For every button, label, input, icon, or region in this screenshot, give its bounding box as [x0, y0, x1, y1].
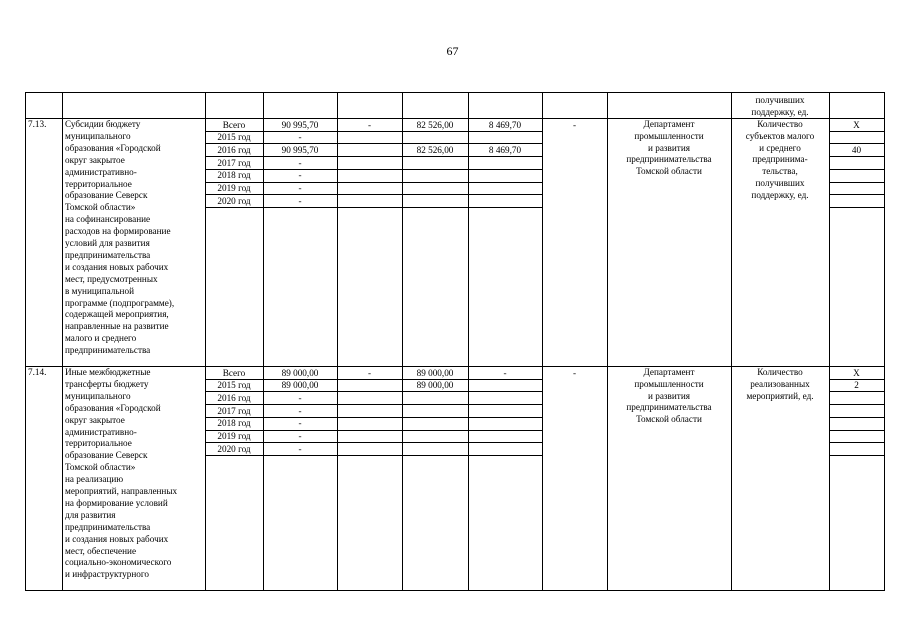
executor-text: предпринимательства [626, 154, 712, 165]
row-description-line: на софинансирование [65, 214, 151, 225]
executor-text: и развития [648, 390, 690, 401]
local-amount: - [503, 367, 507, 378]
row-description-line: условий для развития [65, 238, 150, 248]
row-description-line: мест, предусмотренных [65, 273, 158, 284]
total-amount: - [298, 157, 302, 168]
executor-text: Томской области [636, 414, 702, 425]
value-row-border [829, 194, 884, 195]
row-description-line: на формирование условий [65, 497, 168, 508]
row-description-line: округ закрытое [65, 154, 125, 165]
indicator-text: и среднего [759, 142, 801, 153]
period-label: 2020 год [217, 443, 251, 454]
row-description-line: административно- [65, 166, 137, 177]
value-row-border [829, 442, 884, 443]
total-amount: 90 995,70 [281, 119, 319, 130]
table-top-border [25, 92, 884, 93]
column-border [62, 92, 63, 591]
indicator-value: 40 [851, 144, 862, 155]
row-number: 7.13. [28, 119, 47, 129]
row-description-line: образования «Городской [65, 142, 161, 153]
value-row-border [829, 404, 884, 405]
row-description-line: Томской области» [65, 462, 136, 473]
total-amount: - [298, 195, 302, 206]
row-description-line: программе (подпрограмме), [65, 297, 175, 308]
total-amount: - [298, 392, 302, 403]
period-label: 2018 год [217, 170, 251, 181]
total-amount: - [298, 170, 302, 181]
total-amount: - [298, 431, 302, 441]
column-border [402, 92, 403, 591]
row-number: 7.14. [28, 367, 47, 377]
column-border [542, 92, 543, 591]
indicator-text: тельства, [762, 166, 798, 177]
local-amount: 8 469,70 [488, 119, 522, 130]
value-row-border [829, 455, 884, 456]
row-description-line: округ закрытое [65, 414, 125, 425]
executor-text: промышленности [634, 130, 704, 141]
row-description-line: административно- [65, 426, 137, 437]
other-amount: - [572, 367, 577, 378]
row-description-line: малого и среднего [65, 333, 137, 344]
regional-amount: 89 000,00 [416, 380, 454, 391]
row-description-line: социально-экономического [65, 557, 172, 568]
row-description-line: и инфраструктурного [65, 569, 150, 580]
indicator-text: субъектов малого [745, 130, 815, 141]
executor-text: предпринимательства [626, 402, 712, 413]
regional-amount: 82 526,00 [416, 144, 454, 155]
row-description-line: территориальное [65, 438, 132, 449]
period-label: 2016 год [217, 392, 251, 403]
indicator-text: поддержку, ед. [751, 189, 809, 200]
period-label: 2019 год [217, 183, 251, 193]
period-label: 2015 год [217, 380, 251, 391]
row-description-line: для развития [65, 509, 116, 520]
indicator-text: Количество [757, 119, 803, 129]
column-border [884, 92, 885, 591]
row-description-line: территориальное [65, 178, 132, 189]
value-row-border [829, 417, 884, 418]
row-description-line: образования «Городской [65, 402, 161, 413]
executor-text: Томской области [636, 166, 702, 177]
column-border [25, 92, 26, 591]
indicator-value: 2 [854, 380, 859, 391]
period-label: 2016 год [217, 144, 251, 155]
column-border [468, 92, 469, 591]
row-description-line: Иные межбюджетные [65, 367, 151, 377]
row-description-line: Субсидии бюджету [65, 119, 141, 129]
period-label: Всего [222, 367, 246, 378]
regional-amount: 89 000,00 [416, 367, 454, 378]
executor-text: Департамент [643, 119, 695, 129]
row-description-line: и создания новых рабочих [65, 533, 169, 544]
row-description-line: Томской области» [65, 202, 136, 213]
row-description-line: направленные на развитие [65, 321, 169, 332]
period-label: 2020 год [217, 195, 251, 206]
total-amount: - [298, 132, 302, 143]
total-amount: 89 000,00 [281, 367, 319, 378]
executor-text: и развития [648, 142, 690, 153]
row-description-line: мест, обеспечение [65, 545, 137, 556]
column-border [829, 92, 830, 591]
row-description-line: муниципального [65, 130, 131, 141]
column-border [337, 92, 338, 591]
indicator-text: получивших [755, 95, 805, 105]
total-amount: - [298, 418, 302, 429]
indicator-value: X [853, 367, 860, 378]
total-amount: - [298, 443, 302, 454]
federal-amount: - [367, 119, 372, 130]
row-description-line: образование Северск [65, 190, 148, 201]
row-description-line: предпринимательства [65, 249, 151, 260]
row-description-line: образование Северск [65, 450, 148, 461]
indicator-text: поддержку, ед. [751, 106, 809, 117]
indicator-text: предпринима- [752, 154, 808, 165]
indicator-text: мероприятий, ед. [746, 390, 814, 401]
period-label: Всего [222, 119, 246, 130]
page-number: 67 [446, 44, 459, 58]
indicator-text: получивших [755, 178, 805, 188]
total-amount: - [298, 405, 302, 416]
period-label: 2018 год [217, 418, 251, 429]
total-amount: - [298, 183, 302, 193]
row-description-line: в муниципальной [65, 285, 134, 296]
value-row-border [829, 169, 884, 170]
local-amount: 8 469,70 [488, 144, 522, 155]
other-amount: - [572, 119, 577, 130]
row-description-line: предпринимательства [65, 521, 151, 532]
indicator-text: реализованных [750, 378, 810, 389]
period-label: 2015 год [217, 132, 251, 143]
value-row-border [829, 430, 884, 431]
row-description-line: и создания новых рабочих [65, 261, 169, 272]
row-description-line: муниципального [65, 390, 131, 401]
executor-text: промышленности [634, 378, 704, 389]
executor-text: Департамент [643, 367, 695, 377]
row-description-line: на реализацию [65, 474, 124, 485]
indicator-text: Количество [757, 367, 803, 377]
period-label: 2017 год [217, 157, 251, 168]
value-row-border [829, 207, 884, 208]
row-description-line: содержащей мероприятия, [65, 309, 169, 320]
indicator-value: X [853, 119, 860, 130]
total-amount: 89 000,00 [281, 380, 319, 391]
total-amount: 90 995,70 [281, 144, 319, 155]
period-label: 2017 год [217, 405, 251, 416]
row-description-line: трансферты бюджету [65, 378, 149, 389]
period-label: 2019 год [217, 431, 251, 441]
value-row-border [829, 182, 884, 183]
regional-amount: 82 526,00 [416, 119, 454, 130]
row-description-line: предпринимательства [65, 345, 151, 356]
table-bottom-border [25, 590, 884, 591]
row-description-line: мероприятий, направленных [65, 486, 178, 496]
row-description-line: расходов на формирование [65, 226, 171, 237]
federal-amount: - [367, 367, 372, 378]
